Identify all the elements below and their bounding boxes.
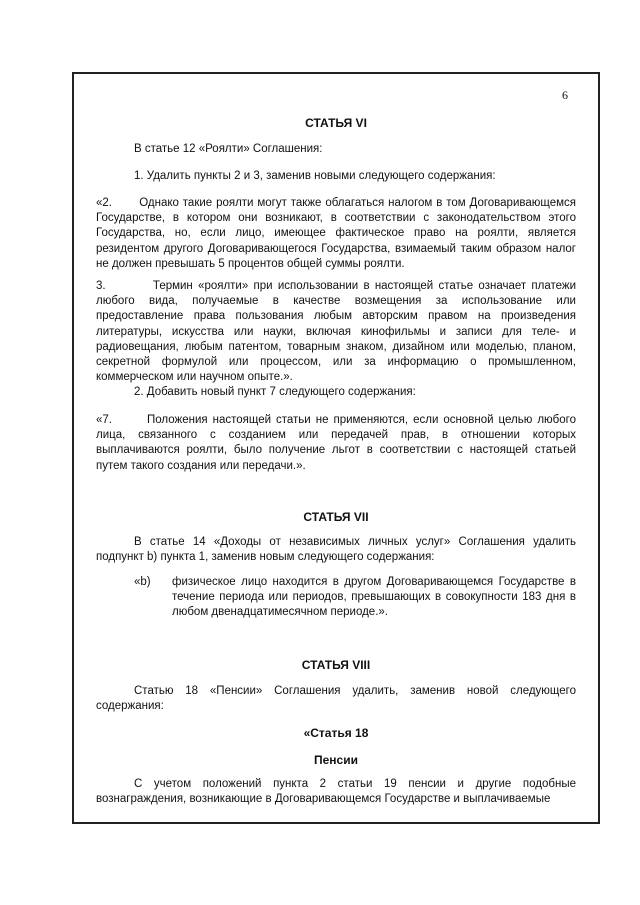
article-6-paragraph-7: «7. Положения настоящей статьи не применяются, если основной целью любого лица, связанного с созданием или передачей прав, в отношении которых выплачиваются роялти, было получение льгот в соответствии с настоящей статьей путем такого создания или передачи.».	[96, 414, 580, 472]
article-18-title: Пенсии	[314, 753, 358, 767]
article-6-heading: СТАТЬЯ VI	[305, 116, 367, 130]
article-6-item-1: 1. Удалить пункты 2 и 3, заменив новыми следующего содержания:	[134, 170, 496, 182]
article-7-subitem-label: «b)	[134, 576, 151, 588]
article-6-item-2: 2. Добавить новый пункт 7 следующего содержания:	[134, 386, 416, 398]
page-number: 6	[562, 88, 568, 102]
article-6-paragraph-2: «2. Однако такие роялти могут также облагаться налогом в том Договаривающемся Государстве, в котором они возникают, в соответствии с законодательством этого Государства, но, если лицо, имеющее фактическое право на роялти, является резидентом другого Договаривающегося Государства, взимаемый таким образом налог не должен превышать 5 процентов общей суммы роялти.	[96, 197, 580, 270]
article-8-heading: СТАТЬЯ VIII	[301, 658, 371, 672]
article-18-body: С учетом положений пункта 2 статьи 19 пенсии и другие подобные вознаграждения, возникающие в Договаривающемся Государстве и выплачиваемые	[96, 778, 576, 806]
article-6-intro: В статье 12 «Роялти» Соглашения:	[134, 143, 323, 155]
article-7-subitem-text: физическое лицо находится в другом Договаривающемся Государстве в течение периода или периодов, превышающих в совокупности 183 дня в любом двенадцатимесячном периоде.».	[172, 576, 576, 619]
article-7-heading: СТАТЬЯ VII	[303, 510, 369, 524]
article-18-heading: «Статья 18	[303, 726, 369, 740]
article-6-paragraph-3: 3. Термин «роялти» при использовании в настоящей статье означает платежи любого вида, получаемые в качестве возмещения за использование или предоставление права пользования любым авторским правом на произведения литературы, искусства или науки, включая кинофильмы и записи для теле- и радиовещания, любым патентом, товарным знаком, дизайном или моделью, планом, секретной формулой или процессом, или за информацию о промышленном, коммерческом или научном опыте.».	[96, 280, 580, 384]
article-7-intro: В статье 14 «Доходы от независимых личных услуг» Соглашения удалить подпункт b) пункта 1, заменив новым следующего содержания:	[96, 536, 576, 564]
article-8-intro: Статью 18 «Пенсии» Соглашения удалить, заменив новой следующего содержания:	[96, 685, 576, 713]
